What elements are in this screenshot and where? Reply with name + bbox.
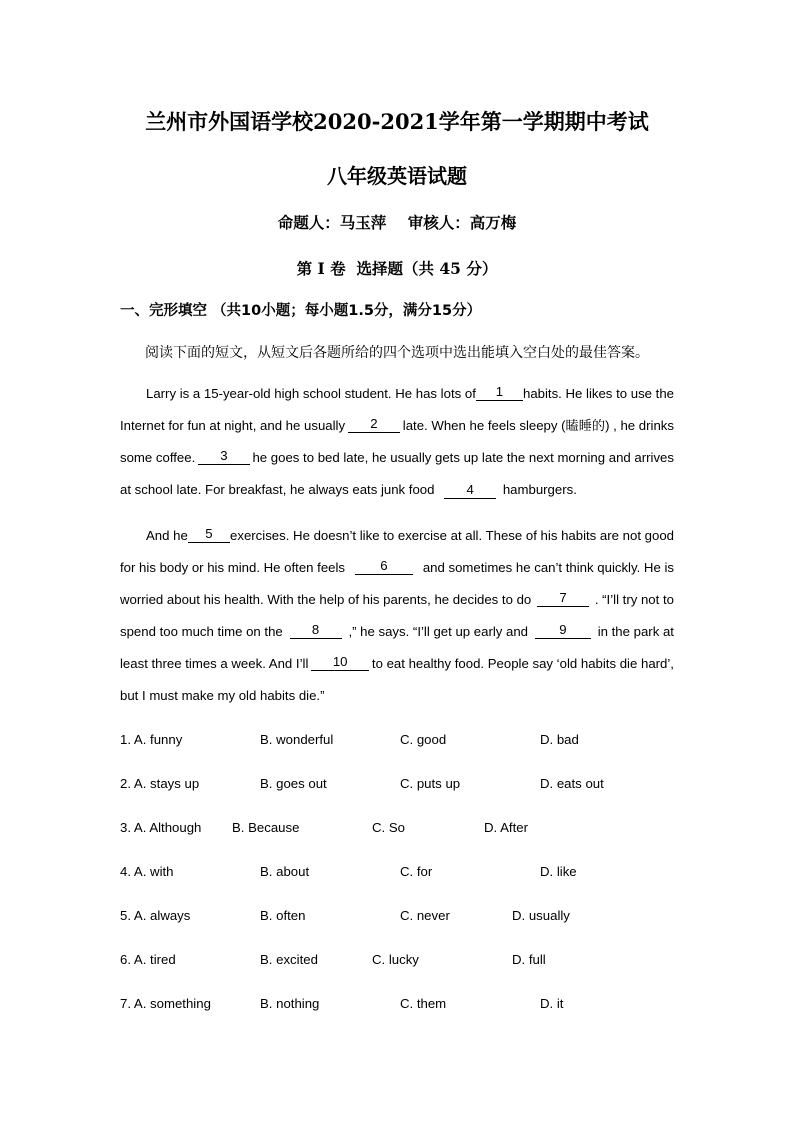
passage-text: least three times a week. And I’ll xyxy=(120,656,309,671)
option-c[interactable]: C. for xyxy=(400,864,433,879)
section-instruction: 阅读下面的短文，从短文后各题所给的四个选项中选出能填入空白处的最佳答案。 xyxy=(145,345,649,361)
option-b[interactable]: B. excited xyxy=(260,952,318,967)
passage-text: at school late. For breakfast, he always eats junk food xyxy=(120,482,435,497)
blank-7: 7 xyxy=(537,590,589,607)
passage-line xyxy=(120,654,674,674)
passage-text: late. When he feels sleepy (瞌睡的) , he drinks xyxy=(402,418,674,433)
blank-1: 1 xyxy=(476,384,523,401)
option-b[interactable]: B. often xyxy=(260,908,306,923)
passage-line xyxy=(120,480,674,500)
option-b[interactable]: B. about xyxy=(260,864,310,879)
blank-10: 10 xyxy=(311,654,369,671)
blank-5: 5 xyxy=(188,526,230,543)
passage-line xyxy=(120,448,674,468)
option-b[interactable]: B. Because xyxy=(232,820,300,835)
passage-text: habits. He likes to use the xyxy=(522,386,674,401)
passage-line xyxy=(120,686,674,706)
option-b[interactable]: B. goes out xyxy=(260,776,327,791)
passage-line xyxy=(146,526,674,546)
option-c[interactable]: C. never xyxy=(400,908,450,923)
option-d[interactable]: D. eats out xyxy=(540,776,604,791)
passage-text: And he xyxy=(146,528,188,543)
blank-8: 8 xyxy=(290,622,342,639)
passage-text: he goes to bed late, he usually gets up late the next morning and arrives xyxy=(252,450,674,465)
option-c[interactable]: C. lucky xyxy=(372,952,419,967)
section-heading: 一、完形填空 （共10小题；每小题1.5分，满分15分） xyxy=(120,303,482,319)
passage-line xyxy=(146,384,674,404)
option-c[interactable]: C. puts up xyxy=(400,776,461,791)
blank-3: 3 xyxy=(198,448,250,465)
passage-text: spend too much time on the xyxy=(120,624,283,639)
option-a[interactable]: 5. A. always xyxy=(120,908,191,923)
option-d[interactable]: D. bad xyxy=(540,732,579,747)
passage-text: ,” he says. “I’ll get up early and xyxy=(348,624,529,639)
passage-text: in the park at xyxy=(597,624,674,639)
option-a[interactable]: 7. A. something xyxy=(120,996,211,1011)
option-a[interactable]: 2. A. stays up xyxy=(120,776,200,791)
passage-line xyxy=(120,416,674,436)
passage-line xyxy=(120,558,674,578)
volume-heading: 第 I 卷 选择题（共 45 分） xyxy=(296,259,498,278)
option-c[interactable]: C. good xyxy=(400,732,447,747)
passage-text: for his body or his mind. He often feels xyxy=(120,560,346,575)
blank-4: 4 xyxy=(444,482,496,499)
passage-text: worried about his health. With the help of his parents, he decides to do xyxy=(120,592,532,607)
passage-text: Internet for fun at night, and he usually xyxy=(120,418,346,433)
passage-text: hamburgers. xyxy=(502,482,577,497)
passage-line xyxy=(120,590,674,610)
option-b[interactable]: B. nothing xyxy=(260,996,320,1011)
exam-subtitle: 八年级英语试题 xyxy=(327,164,467,188)
passage-text: . “I’ll try not to xyxy=(594,592,674,607)
option-a[interactable]: 6. A. tired xyxy=(120,952,176,967)
blank-9: 9 xyxy=(535,622,591,639)
option-a[interactable]: 1. A. funny xyxy=(120,732,183,747)
blank-2: 2 xyxy=(348,416,400,433)
passage-text: and sometimes he can’t think quickly. He is xyxy=(422,560,674,575)
passage-text: to eat healthy food. People say ‘old habits die hard’, xyxy=(371,656,674,671)
passage-text: but I must make my old habits die.” xyxy=(120,688,325,703)
option-a[interactable]: 3. A. Although xyxy=(120,820,202,835)
option-d[interactable]: D. full xyxy=(512,952,546,967)
option-d[interactable]: D. it xyxy=(540,996,564,1011)
option-d[interactable]: D. After xyxy=(484,820,528,835)
option-d[interactable]: D. like xyxy=(540,864,577,879)
exam-title: 兰州市外国语学校2020-2021学年第一学期期中考试 xyxy=(145,109,649,134)
option-c[interactable]: C. them xyxy=(400,996,447,1011)
passage-line xyxy=(120,622,674,642)
passage-text: some coffee. xyxy=(120,450,196,465)
option-b[interactable]: B. wonderful xyxy=(260,732,334,747)
option-d[interactable]: D. usually xyxy=(512,908,570,923)
option-c[interactable]: C. So xyxy=(372,820,405,835)
option-a[interactable]: 4. A. with xyxy=(120,864,174,879)
passage-text: exercises. He doesn’t like to exercise at all. These of his habits are not good xyxy=(230,528,674,543)
passage-text: Larry is a 15-year-old high school student. He has lots of xyxy=(146,386,476,401)
blank-6: 6 xyxy=(355,558,413,575)
exam-authors: 命题人：马玉萍 审核人：高万梅 xyxy=(277,213,517,232)
